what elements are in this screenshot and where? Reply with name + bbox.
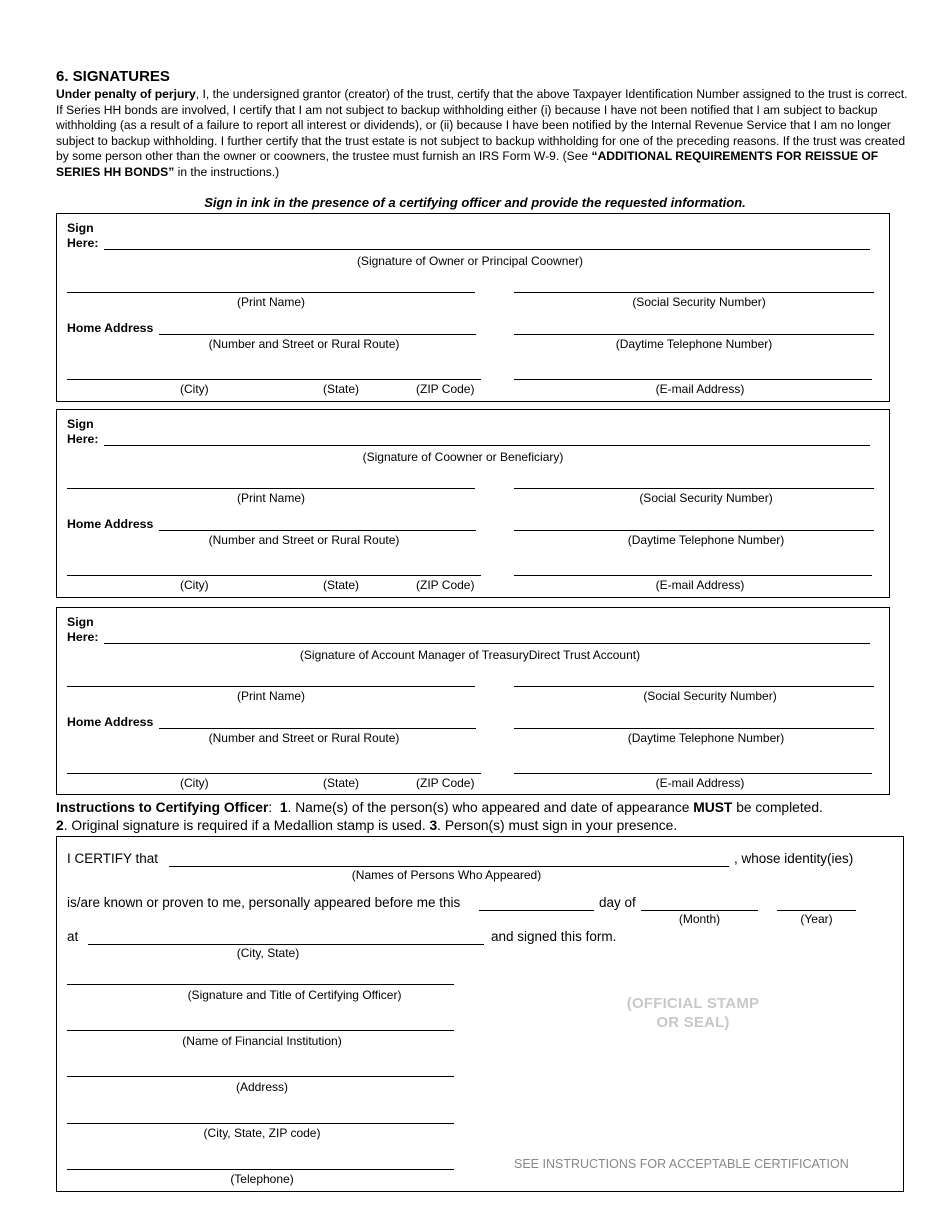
officer-signature-line[interactable]: [67, 984, 454, 985]
perjury-statement: [56, 87, 908, 181]
home-address-label: Home Address: [67, 321, 154, 335]
zip-caption: (ZIP Code): [416, 578, 475, 592]
ssn-line[interactable]: [514, 292, 874, 293]
phone-caption: (Daytime Telephone Number): [627, 731, 785, 745]
officer-signature-caption: (Signature and Title of Certifying Officer): [187, 988, 402, 1002]
year-line[interactable]: [777, 910, 856, 911]
certification-box: [56, 836, 904, 1192]
address-caption: (Address): [235, 1080, 288, 1094]
city-state-zip-line[interactable]: [67, 575, 481, 576]
at-label: at: [67, 929, 79, 944]
home-address-label: Home Address: [67, 517, 154, 531]
state-caption: (State): [323, 382, 360, 396]
city-caption: (City): [180, 382, 209, 396]
city-state-zip-line[interactable]: [67, 773, 481, 774]
state-caption: (State): [323, 776, 360, 790]
ssn-caption: (Social Security Number): [643, 689, 777, 703]
signature-block-coowner: [56, 409, 890, 598]
city-state-zip-line[interactable]: [67, 379, 481, 380]
sign-label: Sign Here:: [67, 221, 99, 250]
institution-line[interactable]: [67, 1030, 454, 1031]
email-caption: (E-mail Address): [655, 776, 745, 790]
print-name-caption: (Print Name): [236, 295, 305, 309]
phone-caption: (Daytime Telephone Number): [627, 533, 785, 547]
names-line[interactable]: [169, 866, 729, 867]
ink-instruction: Sign in ink in the presence of a certifying officer and provide the requested information.: [204, 195, 746, 210]
street-line[interactable]: [159, 728, 476, 729]
signature-caption: (Signature of Owner or Principal Coowner): [356, 254, 584, 268]
signed-text: and signed this form.: [491, 929, 617, 944]
city-state-line[interactable]: [88, 944, 484, 945]
signature-line[interactable]: [104, 445, 870, 446]
perjury-tail: in the instructions.): [174, 164, 280, 179]
official-stamp-placeholder: (OFFICIAL STAMP OR SEAL): [626, 995, 760, 1031]
state-caption: (State): [323, 578, 360, 592]
day-of-label: day of: [599, 895, 636, 910]
email-line[interactable]: [514, 773, 872, 774]
perjury-lead: Under penalty of perjury: [56, 87, 196, 101]
phone-caption: (Daytime Telephone Number): [615, 337, 773, 351]
print-name-line[interactable]: [67, 292, 475, 293]
email-caption: (E-mail Address): [655, 382, 745, 396]
city-state-caption: (City, State): [236, 946, 300, 960]
city-state-zip-line[interactable]: [67, 1123, 454, 1124]
print-name-caption: (Print Name): [236, 689, 305, 703]
zip-caption: (ZIP Code): [416, 382, 475, 396]
email-caption: (E-mail Address): [655, 578, 745, 592]
section-heading: 6. SIGNATURES: [56, 68, 170, 85]
institution-caption: (Name of Financial Institution): [182, 1034, 342, 1048]
city-caption: (City): [180, 776, 209, 790]
phone-line[interactable]: [514, 334, 874, 335]
ssn-line[interactable]: [514, 488, 874, 489]
street-line[interactable]: [159, 334, 476, 335]
street-line[interactable]: [159, 530, 476, 531]
signature-line[interactable]: [104, 643, 870, 644]
signature-caption: (Signature of Account Manager of TreasuryDirect Trust Account): [299, 648, 641, 662]
phone-line[interactable]: [514, 728, 874, 729]
street-caption: (Number and Street or Rural Route): [208, 731, 400, 745]
year-caption: (Year): [800, 912, 833, 926]
city-caption: (City): [180, 578, 209, 592]
signature-block-owner: [56, 213, 890, 402]
sign-label: Sign Here:: [67, 417, 99, 446]
city-state-zip-caption: (City, State, ZIP code): [203, 1126, 321, 1140]
print-name-line[interactable]: [67, 488, 475, 489]
telephone-line[interactable]: [67, 1169, 454, 1170]
day-line[interactable]: [479, 910, 594, 911]
phone-line[interactable]: [514, 530, 874, 531]
print-name-line[interactable]: [67, 686, 475, 687]
signature-block-account-manager: [56, 607, 890, 795]
certify-tail: , whose identity(ies): [734, 851, 854, 866]
see-instructions-note: SEE INSTRUCTIONS FOR ACCEPTABLE CERTIFICATION: [514, 1157, 849, 1171]
perjury-text: , I, the undersigned grantor (creator) of the trust, certify that the above Taxpayer Identification Number assigned to the trust is correct. If Series HH bonds are involved, I certify that I am not subject to backup withholding either (i) because I have not been notified that I am subject to backup withholding (as a result of a failure to report all interest or dividends), or (ii) because I have been notified by the Internal Revenue Service that I am no longer subject to backup withholding. I further certify that the trust estate is not subject to backup withholding for one of the preceding reasons. If the trust was created by some person other than the owner or coowners, the trustee must furnish an IRS Form W-9. (See: [56, 87, 908, 164]
street-caption: (Number and Street or Rural Route): [208, 533, 400, 547]
email-line[interactable]: [514, 379, 872, 380]
signature-caption: (Signature of Coowner or Beneficiary): [362, 450, 564, 464]
month-caption: (Month): [678, 912, 721, 926]
ssn-line[interactable]: [514, 686, 874, 687]
names-caption: (Names of Persons Who Appeared): [351, 868, 542, 882]
perjury-ref: “ADDITIONAL REQUIREMENTS FOR REISSUE OF SERIES HH BONDS”: [56, 149, 879, 179]
print-name-caption: (Print Name): [236, 491, 305, 505]
known-text: is/are known or proven to me, personally appeared before me this: [67, 895, 461, 910]
zip-caption: (ZIP Code): [416, 776, 475, 790]
email-line[interactable]: [514, 575, 872, 576]
telephone-caption: (Telephone): [230, 1172, 294, 1186]
signature-line[interactable]: [104, 249, 870, 250]
home-address-label: Home Address: [67, 715, 154, 729]
ssn-caption: (Social Security Number): [639, 491, 773, 505]
ssn-caption: (Social Security Number): [632, 295, 766, 309]
certifying-instructions: Instructions to Certifying Officer: 1. Name(s) of the person(s) who appeared and date of appearance MUST be completed. 2. Original signature is required if a Medallion stamp is used. 3. Person(s) must sign in your presence.: [56, 800, 823, 833]
sign-label: Sign Here:: [67, 615, 99, 644]
certify-lead: I CERTIFY that: [67, 851, 159, 866]
month-line[interactable]: [641, 910, 758, 911]
address-line[interactable]: [67, 1076, 454, 1077]
street-caption: (Number and Street or Rural Route): [208, 337, 400, 351]
